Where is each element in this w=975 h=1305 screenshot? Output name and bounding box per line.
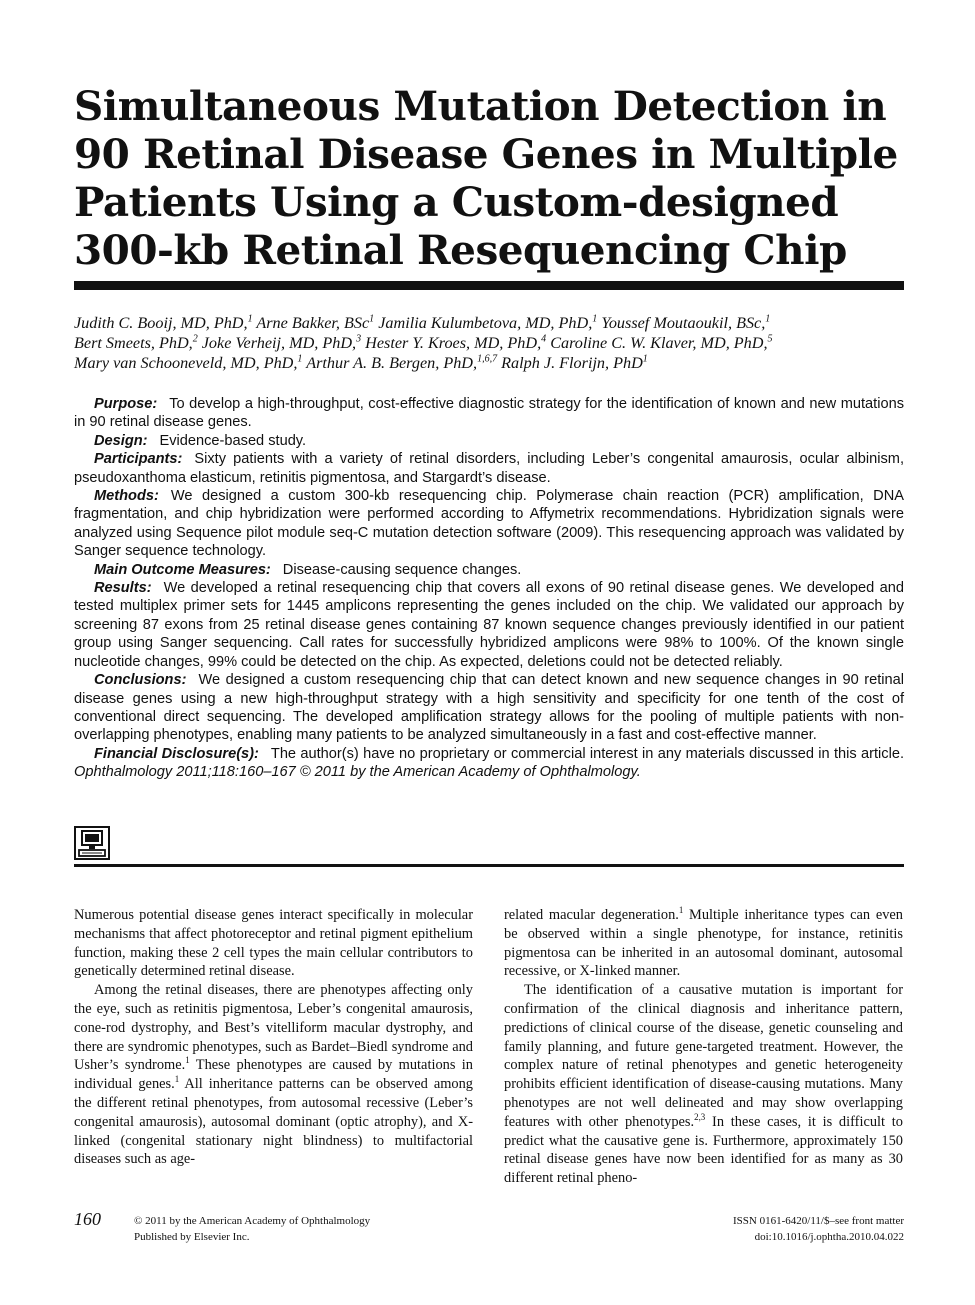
reference-marker[interactable]: 1 — [678, 905, 684, 916]
author-line-2: Bert Smeets, PhD,$^2$ Joke Verheij, MD, PhD,$^3$ Hester Y. Kroes, MD, PhD,$^4$ Caroline C. W. Klaver, MD, PhD,$^5$ — [74, 333, 773, 352]
footer-issn — [733, 1213, 904, 1245]
body-column-left — [74, 906, 473, 1169]
author: Judith C. Booij, MD, PhD, — [74, 314, 248, 332]
issn-line: ISSN 0161-6420/11/$–see front matter — [733, 1215, 904, 1227]
journal-citation: Ophthalmology 2011;118:160–167 © 2011 by the American Academy of Ophthalmology. — [74, 764, 641, 781]
author-list — [74, 313, 904, 373]
body-paragraph: related macular degeneration.$^1$ Multiple inheritance types can even be observed within a single phenotype, for instance, retinitis pigmentosa can be inherited in an autosomal dominant, autosomal recessive, or X-linked manner. — [504, 905, 903, 980]
author: Caroline C. W. Klaver, MD, PhD, — [550, 334, 768, 352]
abstract — [74, 395, 904, 782]
author: Youssef Moutaoukil, BSc, — [601, 314, 766, 332]
body-paragraph: Among the retinal diseases, there are phenotypes affecting only the eye, such as retinitis pigmentosa, Leber’s congenital amaurosis, cone-rod dystrophy, and Best’s vitelliform macular dystrophy, and there are syndromic phenotypes, such as Bardet–Biedl syndrome and Usher’s syndrome.$^1$ These phenotypes are caused by mutations in individual genes.$^1$ All inheritance patterns can be observed among the different retinal phenotypes, from autosomal recessive (Leber’s congenital amaurosis), autosomal dominant (optic atrophy), and X-linked (congenital stationary night blindness) to multifactorial diseases such as age- — [74, 982, 473, 1168]
abstract-design: Design: Evidence-based study. — [94, 432, 307, 449]
author: Ralph J. Florijn, PhD — [501, 354, 643, 372]
footer-copyright — [134, 1213, 370, 1245]
article-title: Simultaneous Mutation Detection in 90 Retinal Disease Genes in Multiple Patients Using a Custom-designed 300-kb Retinal Resequencing Chip — [74, 82, 898, 274]
abstract-purpose: Purpose: To develop a high-throughput, cost-effective diagnostic strategy for the identification of known and new mutations in 90 retinal disease genes. — [74, 396, 904, 431]
doi-line[interactable]: doi:10.1016/j.ophtha.2010.04.022 — [754, 1231, 904, 1243]
author: Mary van Schooneveld, MD, PhD, — [74, 354, 298, 372]
author-line-1: Judith C. Booij, MD, PhD,$^1$ Arne Bakker, BSc$^1$ Jamilia Kulumbetova, MD, PhD,$^1$ Youssef Moutaoukil, BSc,$^1$ — [74, 313, 771, 332]
author: Hester Y. Kroes, MD, PhD, — [365, 334, 542, 352]
computer-monitor-icon — [74, 826, 110, 860]
author: Bert Smeets, PhD, — [74, 334, 193, 352]
abstract-methods: Methods: We designed a custom 300-kb resequencing chip. Polymerase chain reaction (PCR) amplification, DNA fragmentation, and chip hybridization were performed according to Affymetrix recommendations. Hybridization signals were analyzed using Sequence pilot module seq-C mutation detection software (2009). This resequencing approach was validated by Sanger sequence technology. — [74, 488, 904, 560]
abstract-conclusions: Conclusions: We designed a custom resequencing chip that can detect known and new sequence changes in 90 retinal disease genes using a new high-throughput strategy with a high sensitivity and specificity for one tenth of the cost of conventional direct sequencing. The developed amplification strategy allows for the pooling of multiple patients with non-overlapping phenotypes, enabling many patients to be analyzed simultaneously in a fast and cost-effective manner. — [74, 672, 904, 744]
body-paragraph: The identification of a causative mutation is important for confirmation of the clinical diagnosis and inheritance pattern, predictions of clinical course of the disease, genetic counseling and family planning, and future gene-targeted treatment. However, the complex nature of retinal phenotypes and genetic heterogeneity prohibits efficient identification of disease-causing mutations. Many phenotypes are not well delineated and may show overlapping features with other phenotypes.$^{2,3}$ In these cases, it is difficult to predict what the causative gene is. Furthermore, approximately 150 retinal disease genes have now been identified for as many as 30 different retinal pheno- — [504, 982, 903, 1187]
author: Joke Verheij, MD, PhD, — [201, 334, 357, 352]
publisher-line: Published by Elsevier Inc. — [134, 1231, 250, 1243]
abstract-outcome-measures: Main Outcome Measures: Disease-causing sequence changes. — [94, 561, 522, 578]
abstract-divider — [74, 864, 904, 867]
page-number: 160 — [74, 1209, 101, 1229]
author-line-3: Mary van Schooneveld, MD, PhD,$^1$ Arthur A. B. Bergen, PhD,$^{1,6,7}$ Ralph J. Florijn, PhD$^1$ — [74, 353, 648, 372]
reference-marker[interactable]: 1 — [185, 1055, 190, 1066]
abstract-financial-disclosure: Financial Disclosure(s): The author(s) have no proprietary or commercial interest in any materials discussed in this article. Ophthalmology 2011;118:160–167 © 2011 by the American Academy of Ophthalmology. — [74, 745, 904, 781]
body-paragraph: Numerous potential disease genes interact specifically in molecular mechanisms that affect photoreceptor and retinal pigment epithelium function, making these 2 cell types the main cellular contributors to genetically determined retinal disease. — [74, 907, 473, 980]
author: Arne Bakker, BSc — [256, 314, 370, 332]
copyright-line: © 2011 by the American Academy of Ophthalmology — [134, 1215, 371, 1227]
reference-marker[interactable]: 2,3 — [694, 1111, 706, 1122]
body-column-right — [504, 906, 903, 1188]
abstract-participants: Participants: Sixty patients with a variety of retinal disorders, including Leber’s congenital amaurosis, ocular albinism, pseudoxanthoma elasticum, retinitis pigmentosa, and Stargardt’s disease. — [74, 451, 904, 486]
author: Arthur A. B. Bergen, PhD, — [306, 354, 478, 372]
author: Jamilia Kulumbetova, MD, PhD, — [378, 314, 593, 332]
title-divider — [74, 281, 904, 290]
abstract-results: Results: We developed a retinal resequencing chip that covers all exons of 90 retinal disease genes. We developed and tested multiplex primer sets for 1445 amplicons representing the genes included on the chip. We validated our approach by screening 87 exons from 25 retinal disease genes containing 87 known sequence changes previously identified in our patient group using Sanger sequencing. Call rates for successfully hybridized amplicons were 98% to 100%. Of the known single nucleotide changes, 99% could be detected on the chip. As expected, deletions could not be detected reliably. — [74, 580, 904, 670]
reference-marker[interactable]: 1 — [174, 1074, 180, 1085]
